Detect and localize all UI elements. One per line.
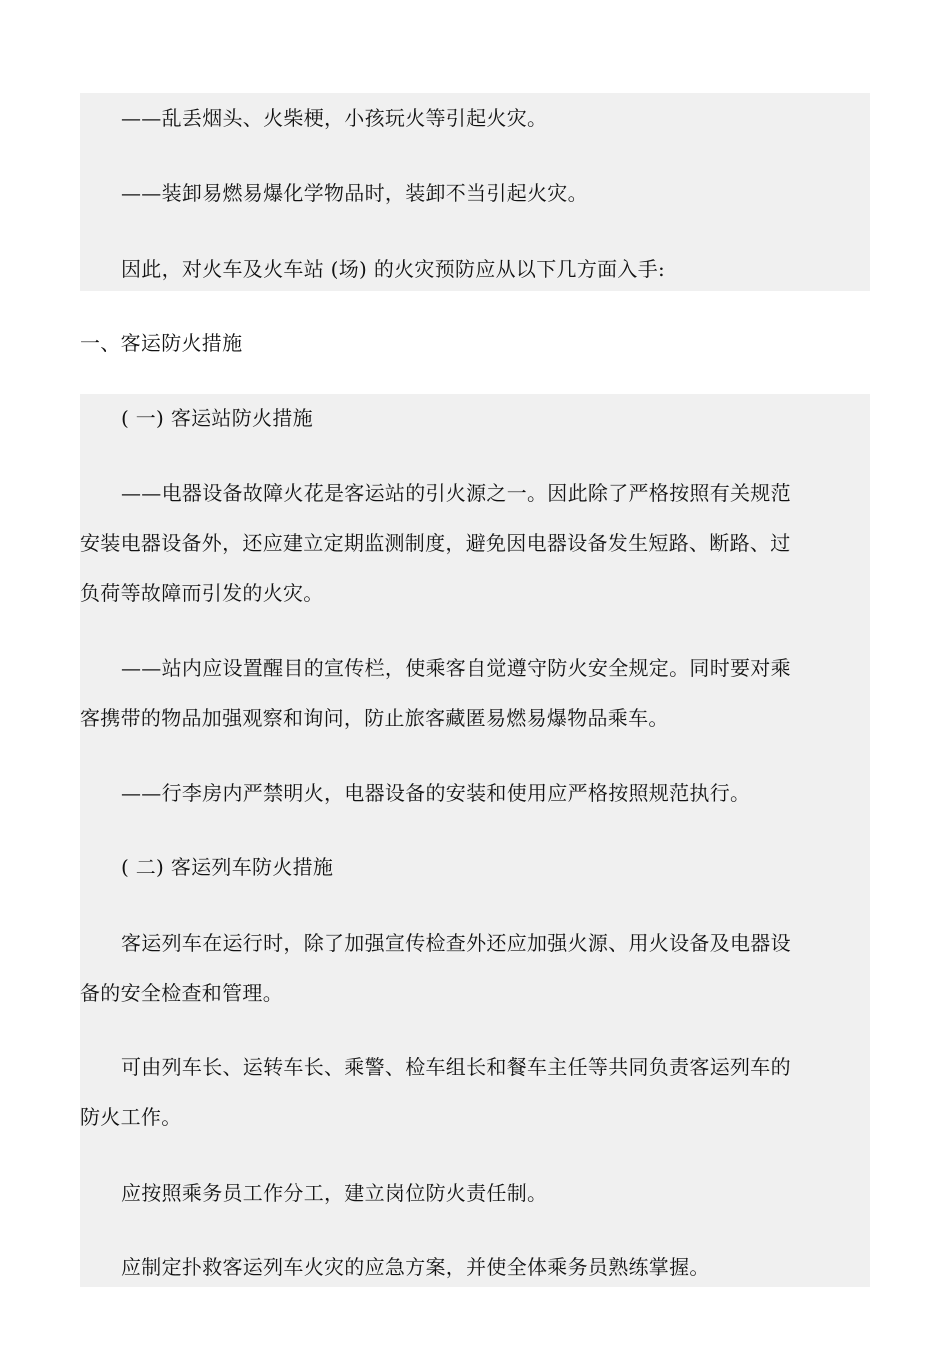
- highlight-block-main: [80, 394, 870, 1287]
- paragraph-responsibility-line-2: 防火工作。: [80, 1105, 182, 1129]
- subheading-station-fire: ( 一) 客运站防火措施: [121, 406, 313, 430]
- subheading-train-fire: ( 二) 客运列车防火措施: [121, 855, 334, 879]
- section-heading-passenger-fire: 一、客运防火措施: [80, 331, 243, 355]
- paragraph-electrical-line-3: 负荷等故障而引发的火灾。: [80, 581, 324, 605]
- paragraph-loading-chemicals: ——装卸易燃易爆化学物品时，装卸不当引起火灾。: [121, 181, 588, 205]
- paragraph-responsibility-line-1: 可由列车长、运转车长、乘警、检车组长和餐车主任等共同负责客运列车的: [121, 1055, 791, 1079]
- paragraph-electrical-line-1: ——电器设备故障火花是客运站的引火源之一。因此除了严格按照有关规范: [121, 481, 791, 505]
- paragraph-train-running-line-2: 备的安全检查和管理。: [80, 981, 283, 1005]
- paragraph-emergency-plan: 应制定扑救客运列车火灾的应急方案，并使全体乘务员熟练掌握。: [121, 1255, 710, 1279]
- paragraph-luggage-room: ——行李房内严禁明火，电器设备的安装和使用应严格按照规范执行。: [121, 781, 751, 805]
- paragraph-therefore: 因此，对火车及火车站 (场) 的火灾预防应从以下几方面入手:: [121, 257, 666, 281]
- paragraph-litter-cigarettes: ——乱丢烟头、火柴梗，小孩玩火等引起火灾。: [121, 106, 548, 130]
- paragraph-publicity-line-1: ——站内应设置醒目的宣传栏，使乘客自觉遵守防火安全规定。同时要对乘: [121, 656, 791, 680]
- paragraph-publicity-line-2: 客携带的物品加强观察和询问，防止旅客藏匿易燃易爆物品乘车。: [80, 706, 669, 730]
- paragraph-duty-system: 应按照乘务员工作分工，建立岗位防火责任制。: [121, 1181, 548, 1205]
- paragraph-train-running-line-1: 客运列车在运行时，除了加强宣传检查外还应加强火源、用火设备及电器设: [121, 931, 791, 955]
- paragraph-electrical-line-2: 安装电器设备外，还应建立定期监测制度，避免因电器设备发生短路、断路、过: [80, 531, 791, 555]
